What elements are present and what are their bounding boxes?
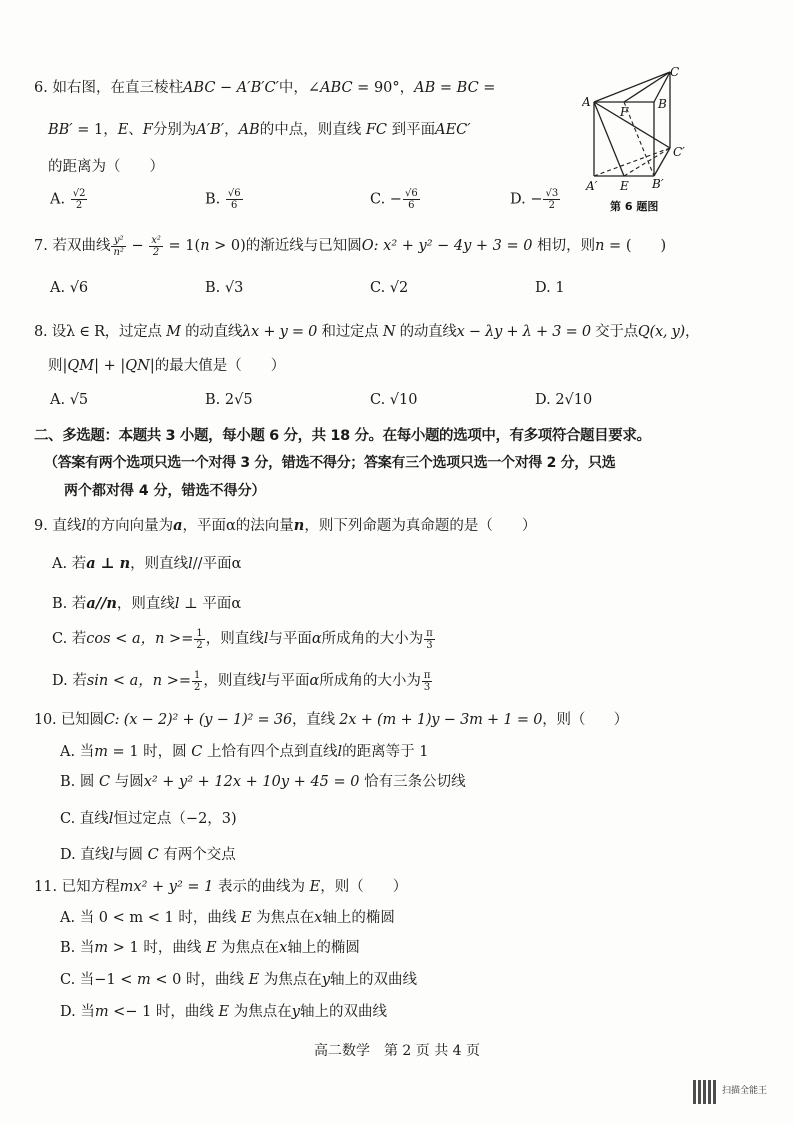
q8-line1: 8. 设λ ∈ R，过定点 M 的动直线λx + y = 0 和过定点 N 的动直线x − λy + λ + 3 = 0 交于点Q(x, y)， bbox=[34, 324, 700, 340]
q6-line1: 6. 如右图，在直三棱柱ABC − A′B′C′中，∠ABC = 90°，AB = BC = bbox=[34, 80, 496, 96]
q11-option-b: B. 当m > 1 时，曲线 E 为焦点在x轴上的椭圆 bbox=[60, 940, 360, 956]
q9-option-a: A. 若a ⊥ n，则直线l//平面α bbox=[52, 555, 242, 572]
q8-option-c: C. √10 bbox=[370, 392, 418, 408]
q8-option-d: D. 2√10 bbox=[535, 392, 593, 408]
q9-option-b: B. 若a//n，则直线l ⊥ 平面α bbox=[52, 595, 242, 612]
q10-stem: 10. 已知圆C: (x − 2)² + (y − 1)² = 36，直线 2x + (m + 1)y − 3m + 1 = 0，则（ ） bbox=[34, 712, 629, 728]
q6-option-b: B. $\frac{√6}{6}$ bbox=[205, 188, 241, 211]
q6-option-c: C. − $\frac{√6}{6}$ bbox=[370, 188, 418, 211]
edge-aux-dashed bbox=[624, 102, 654, 176]
page-footer: 高二数学 第 2 页 共 4 页 bbox=[313, 1043, 481, 1059]
section2-title: 二、多选题：本题共 3 小题，每小题 6 分，共 18 分。在每小题的选项中，有多项符合题目要求。 bbox=[34, 428, 651, 444]
q7-option-d: D. 1 bbox=[535, 280, 565, 296]
q11-option-a: A. 当 0 < m < 1 时，曲线 E 为焦点在x轴上的椭圆 bbox=[60, 910, 395, 926]
q11-stem: 11. 已知方程mx² + y² = 1 表示的曲线为 E，则（ ） bbox=[34, 879, 408, 895]
q7-option-b: B. √3 bbox=[205, 280, 244, 296]
label-b: B bbox=[658, 97, 667, 111]
section2-note-line2: 两个都对得 4 分，错选不得分） bbox=[64, 483, 266, 499]
label-ap: A′ bbox=[586, 179, 598, 193]
prism-figure bbox=[582, 66, 692, 216]
edge-bpcp bbox=[654, 148, 670, 176]
q7-option-a: A. √6 bbox=[50, 280, 89, 296]
q10-option-d: D. 直线l与圆 C 有两个交点 bbox=[60, 847, 236, 863]
label-f: F bbox=[620, 105, 629, 119]
q6-line2: BB′ = 1，E、F分别为A′B′，AB的中点，则直线 FC 到平面AEC′ bbox=[48, 122, 471, 138]
q10-option-a: A. 当m = 1 时，圆 C 上恰有四个点到直线l的距离等于 1 bbox=[60, 744, 429, 760]
q10-option-c: C. 直线l恒过定点（−2，3) bbox=[60, 811, 237, 827]
q9-option-d: D. 若sin < a，n >= $\frac{1}{2}$ ，则直线l与平面α所成角的大小为 $\frac{\pi}{3}$ bbox=[52, 669, 431, 693]
edge-ecp-dashed bbox=[624, 148, 670, 176]
q7-option-c: C. √2 bbox=[370, 280, 409, 296]
figure-caption: 第 6 题图 bbox=[610, 200, 659, 213]
q11-option-d: D. 当m <− 1 时，曲线 E 为焦点在y轴上的双曲线 bbox=[60, 1004, 387, 1020]
q11-option-c: C. 当−1 < m < 0 时，曲线 E 为焦点在y轴上的双曲线 bbox=[60, 972, 418, 988]
q9-option-c: C. 若cos < a，n >= $\frac{1}{2}$ ，则直线l与平面α所成角的大小为 $\frac{\pi}{3}$ bbox=[52, 627, 433, 651]
q9-stem: 9. 直线l的方向向量为a，平面α的法向量n，则下列命题为真命题的是（ ） bbox=[34, 517, 537, 534]
q6-option-a: A. $\frac{√2}{2}$ bbox=[50, 188, 86, 211]
q6-line3: 的距离为（ ） bbox=[48, 159, 164, 175]
q8-line2: 则|QM| + |QN|的最大值是（ ） bbox=[48, 358, 286, 374]
q10-option-b: B. 圆 C 与圆x² + y² + 12x + 10y + 45 = 0 恰有三条公切线 bbox=[60, 774, 466, 790]
q8-option-b: B. 2√5 bbox=[205, 392, 253, 408]
edge-apcp-dashed bbox=[594, 148, 670, 176]
q6-option-d: D. − $\frac{√3}{2}$ bbox=[510, 188, 559, 211]
label-a: A bbox=[582, 95, 591, 109]
q7-stem: 7. 若双曲线 $\frac{\text{y²}}{\text{n²}}$ − $\frac{\text{x²}}{2}$ = 1(n > 0)的渐近线与已知圆O: x² + y² − 4y + 3 = 0 相切，则n = ( ) bbox=[34, 234, 667, 258]
label-e: E bbox=[620, 179, 629, 193]
q8-option-a: A. √5 bbox=[50, 392, 89, 408]
scanner-watermark: 扫描全能王 bbox=[722, 1086, 768, 1096]
label-c: C bbox=[670, 66, 680, 79]
section2-note-line1: （答案有两个选项只选一个对得 3 分，错选不得分；答案有三个选项只选一个对得 2 分，只选 bbox=[44, 455, 616, 471]
label-bp: B′ bbox=[652, 177, 664, 191]
qr-code-icon bbox=[693, 1080, 717, 1104]
label-cp: C′ bbox=[673, 145, 685, 159]
